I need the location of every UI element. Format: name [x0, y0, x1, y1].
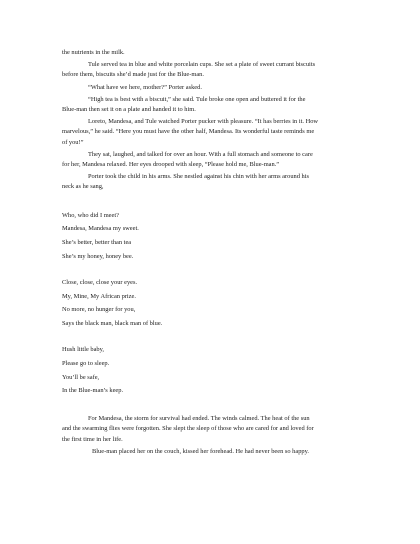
text-line: for her, Mandesa relaxed. Her eyes drooped with sleep, “Please hold me, Blue-man.”	[62, 161, 280, 169]
text-line: “High tea is best with a biscuit,” she said. Tule broke one open and buttered it for the	[88, 95, 306, 103]
text-line: Blue-man then set it on a plate and handed it to him.	[62, 106, 196, 114]
text-line: of you!”	[62, 138, 84, 146]
verse-line: In the Blue-man’s keep.	[62, 387, 124, 395]
poem-stanza	[62, 343, 382, 398]
verse-line: Says the black man, black man of blue.	[62, 320, 163, 328]
text-line: Loreto, Mandesa, and Tule watched Porter pucker with pleasure. “It has berries in it. How	[88, 118, 318, 126]
text-line: For Mandesa, the storm for survival had ended. The winds calmed. The heat of the sun	[88, 415, 310, 423]
verse-line: No more, no hunger for you,	[62, 306, 136, 314]
verse-line: My, Mine, My African prize.	[62, 292, 136, 300]
text-line: marvelous,” he said. “Here you must have the other half, Mandesa. Its wonderful taste reminds me	[62, 128, 315, 136]
text-line: Blue-man placed her on the couch, kissed her forehead. He had never been so happy.	[92, 447, 309, 455]
verse-line: Hush little baby,	[62, 346, 105, 354]
paragraph	[62, 414, 382, 445]
verse-line: Who, who did I meet?	[62, 211, 119, 219]
text-line: before them, biscuits she’d made just for the Blue-man.	[62, 71, 204, 79]
text-line: They sat, laughed, and talked for over an hour. With a full stomach and someone to care	[88, 150, 313, 158]
text-line: “What have we here, mother?” Porter asked.	[88, 83, 202, 91]
verse-line: You’ll be safe,	[62, 373, 100, 381]
poem-stanza	[62, 209, 382, 264]
paragraph	[62, 95, 382, 115]
paragraph	[62, 48, 382, 58]
text-line: and the swarming flies were forgotten. She slept the sleep of those who are cared for and loved for	[62, 425, 314, 433]
paragraph	[62, 447, 382, 457]
verse-line: Please go to sleep.	[62, 359, 110, 367]
verse-line: Mandesa, Mandesa my sweet.	[62, 225, 139, 233]
paragraph	[62, 150, 382, 170]
text-line: neck as he sang,	[62, 183, 104, 191]
text-line: Tule served tea in blue and white porcelain cups. She set a plate of sweet currant biscuits	[88, 61, 316, 69]
paragraph	[62, 117, 382, 148]
paragraph	[62, 83, 382, 93]
verse-line: She’s better, better than tea	[62, 239, 132, 247]
text-line: the nutrients in the milk.	[62, 49, 125, 56]
page-body	[62, 48, 382, 457]
text-line: Porter took the child in his arms. She nestled against his chin with her arms around his	[88, 173, 309, 181]
text-line: the first time in her life.	[62, 435, 123, 443]
paragraph	[62, 172, 382, 192]
verse-line: She’s my honey, honey bee.	[62, 253, 134, 261]
paragraph	[62, 60, 382, 80]
poem-stanza	[62, 276, 382, 331]
verse-line: Close, close, close your eyes.	[62, 278, 138, 286]
